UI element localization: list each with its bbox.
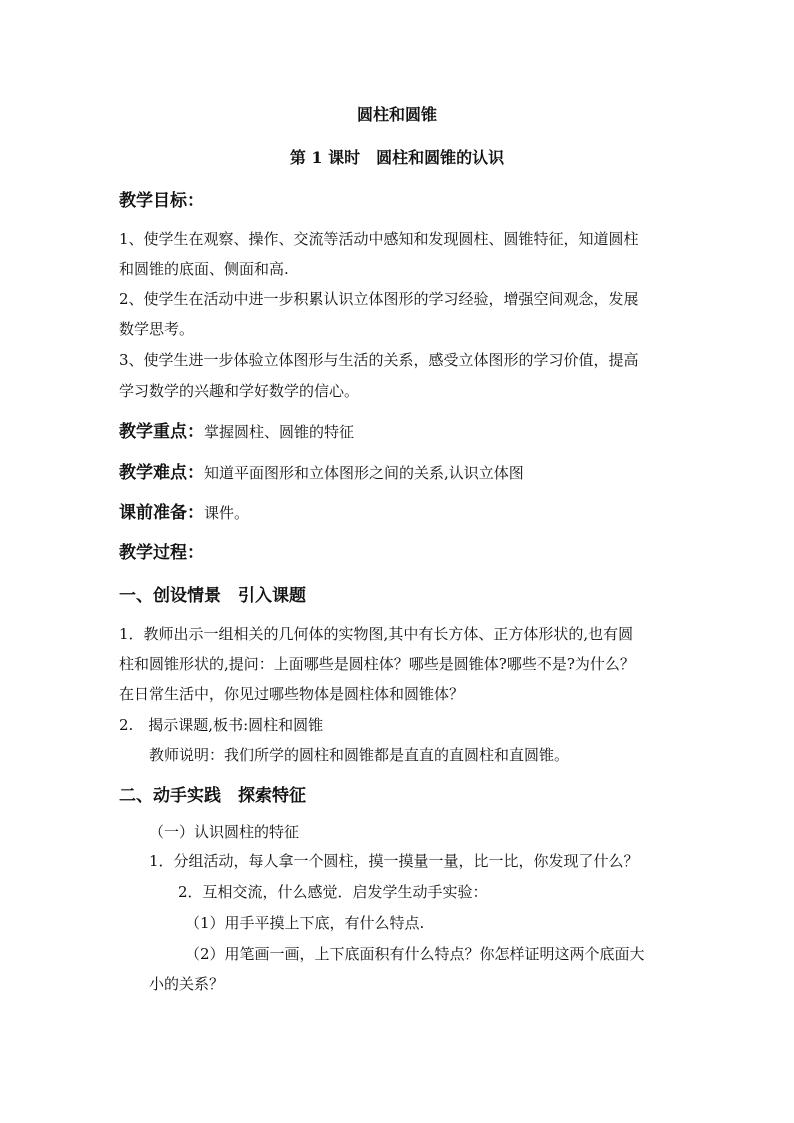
teacher-note: 教师说明：我们所学的圆柱和圆锥都是直直的直圆柱和直圆锥。 <box>149 746 570 764</box>
step-2: 2．互相交流，什么感觉．启发学生动手实验： <box>178 883 488 901</box>
key-point-value: 掌握圆柱、圆锥的特征 <box>204 423 355 441</box>
question-2-line-1: （2）用笔画一画，上下底面积有什么特点？你怎样证明这两个底面大 <box>185 945 645 963</box>
preparation-value: 课件。 <box>204 504 250 522</box>
key-point <box>119 421 354 443</box>
question-1: （1）用手平摸上下底，有什么特点. <box>185 914 425 932</box>
preparation-label: 课前准备： <box>119 503 204 523</box>
key-point-label: 教学重点： <box>119 422 204 442</box>
objective-2-line-2: 数学思考。 <box>119 320 195 338</box>
objective-3-line-2: 学习数学的兴趣和学好数学的信心。 <box>119 382 360 400</box>
section-1-item-1-line-3: 在日常生活中，你见过哪些物体是圆柱体和圆锥体？ <box>119 685 465 703</box>
section-2-heading: 二、动手实践 探索特征 <box>119 786 306 806</box>
lesson-subtitle: 第 1 课时 圆柱和圆锥的认识 <box>289 148 505 167</box>
objective-1-line-2: 和圆锥的底面、侧面和高. <box>119 260 289 278</box>
difficulty-label: 教学难点： <box>119 463 204 483</box>
step-1: 1．分组活动，每人拿一个圆柱，摸一摸量一量，比一比，你发现了什么？ <box>149 852 639 870</box>
section-1-item-1-line-2: 柱和圆锥形状的,提问：上面哪些是圆柱体？哪些是圆锥体?哪些不是?为什么？ <box>119 655 635 673</box>
objective-3-line-1: 3、使学生进一步体验立体图形与生活的关系，感受立体图形的学习价值，提高 <box>119 351 639 369</box>
question-2-line-2: 小的关系？ <box>149 975 225 993</box>
objectives-label: 教学目标： <box>119 191 204 211</box>
section-1-heading: 一、创设情景 引入课题 <box>119 586 306 606</box>
page-title: 圆柱和圆锥 <box>356 105 437 124</box>
process-label: 教学过程： <box>119 543 204 563</box>
preparation <box>119 502 249 524</box>
objective-1-line-1: 1、使学生在观察、操作、交流等活动中感知和发现圆柱、圆锥特征，知道圆柱 <box>119 230 639 248</box>
objective-2-line-1: 2、使学生在活动中进一步积累认识立体图形的学习经验，增强空间观念，发展 <box>119 290 639 308</box>
section-1-item-1-line-1: 1．教师出示一组相关的几何体的实物图,其中有长方体、正方体形状的,也有圆 <box>119 625 634 643</box>
difficulty <box>119 462 524 484</box>
section-1-item-2: 2. 揭示课题,板书:圆柱和圆锥 <box>119 716 324 734</box>
difficulty-value: 知道平面图形和立体图形之间的关系,认识立体图 <box>204 464 524 482</box>
cylinder-features-subheading: （一）认识圆柱的特征 <box>149 823 300 841</box>
